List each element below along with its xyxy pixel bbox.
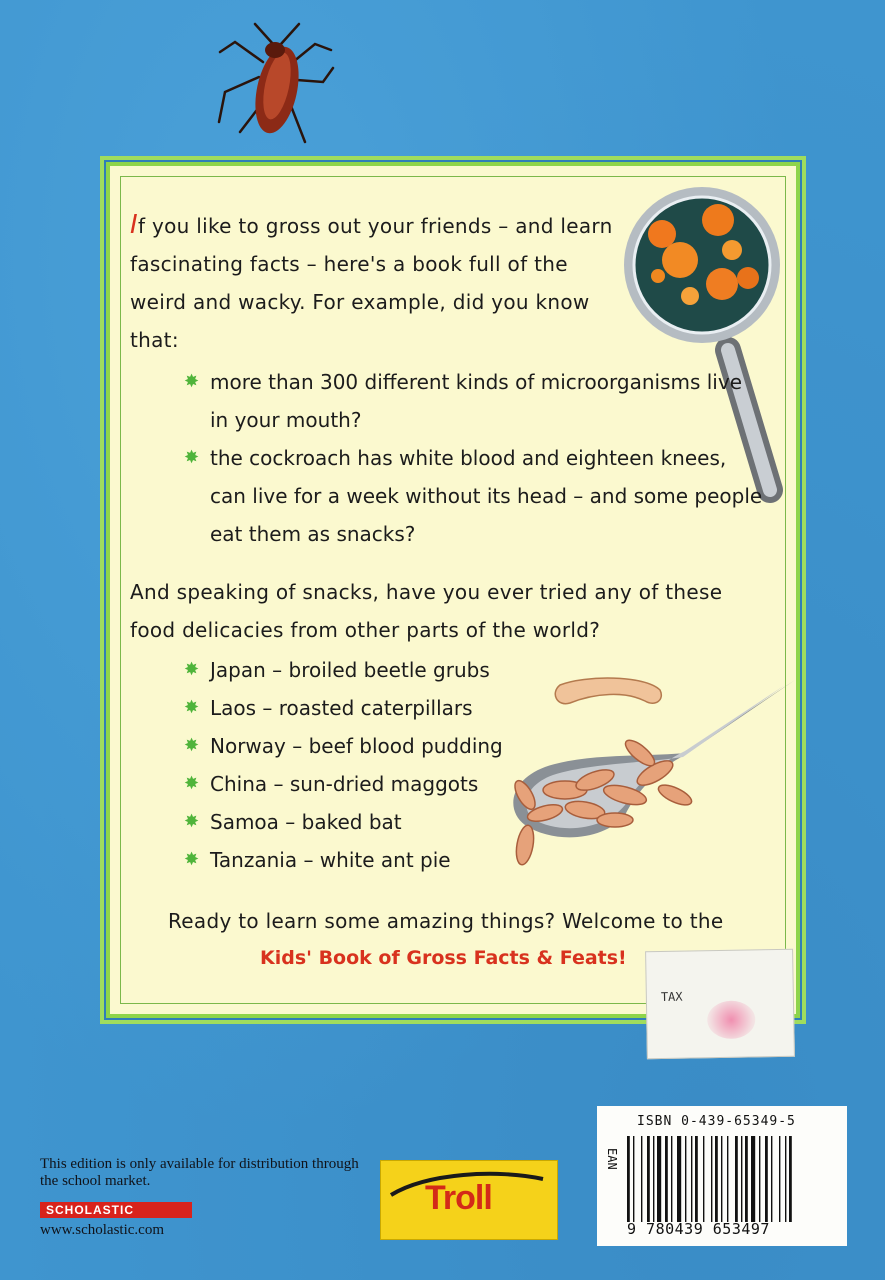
intro-text: f you like to gross out your friends – and learn fascinating facts – here's a book full of the weird and wacky. For example, did you know that: — [130, 214, 613, 352]
website-link[interactable]: www.scholastic.com — [40, 1222, 164, 1238]
barcode-bar — [789, 1136, 792, 1222]
delicacy-text: Laos – roasted caterpillars — [210, 696, 473, 720]
list-item — [184, 363, 764, 439]
isbn-text: ISBN 0-439-65349-5 — [637, 1114, 796, 1129]
edition-note: This edition is only available for distribution through the school market. — [40, 1156, 359, 1189]
intro-paragraph — [130, 206, 630, 359]
delicacy-text: Japan – broiled beetle grubs — [210, 658, 490, 682]
troll-logo — [380, 1160, 558, 1240]
barcode-bar — [721, 1136, 722, 1222]
intro-dropcap: I — [130, 210, 138, 240]
closing-line: Ready to learn some amazing things? Welcome to the — [168, 909, 724, 933]
star-bullet-icon: ✸ — [184, 849, 200, 870]
star-bullet-icon: ✸ — [184, 697, 200, 718]
barcode-bar — [665, 1136, 668, 1222]
barcode-bar — [779, 1136, 780, 1222]
barcode-number: 9 780439 653497 — [627, 1220, 770, 1238]
list-item — [184, 803, 764, 841]
list-item — [184, 689, 764, 727]
list-item — [184, 439, 764, 553]
delicacy-text: Norway – beef blood pudding — [210, 734, 503, 758]
barcode-bar — [691, 1136, 692, 1222]
barcode-bar — [695, 1136, 698, 1222]
star-bullet-icon: ✸ — [184, 735, 200, 756]
barcode-bar — [765, 1136, 768, 1222]
barcode-bar — [771, 1136, 772, 1222]
barcode-bar — [759, 1136, 760, 1222]
delicacy-text: Samoa – baked bat — [210, 810, 402, 834]
fact-text: the cockroach has white blood and eighteen knees, can live for a week without its head – and some people eat them as snacks? — [210, 446, 763, 546]
list-item — [184, 765, 764, 803]
barcode-bar — [715, 1136, 718, 1222]
scholastic-logo: SCHOLASTIC — [40, 1202, 192, 1218]
delicacy-text: China – sun-dried maggots — [210, 772, 479, 796]
barcode-bar — [647, 1136, 650, 1222]
barcode-bar — [633, 1136, 634, 1222]
barcode-bar — [741, 1136, 742, 1222]
delicacy-text: Tanzania – white ant pie — [210, 848, 451, 872]
star-bullet-icon: ✸ — [184, 371, 200, 392]
troll-logo-text: Troll — [425, 1179, 492, 1217]
star-bullet-icon: ✸ — [184, 811, 200, 832]
sticker-text: TAX — [660, 989, 683, 1005]
list-item — [184, 651, 764, 689]
cockroach-illustration — [215, 22, 335, 152]
sticker-smudge — [707, 1000, 756, 1039]
barcode-bar — [685, 1136, 686, 1222]
ean-label: EAN — [605, 1148, 619, 1170]
barcode-bar — [727, 1136, 728, 1222]
list-item — [184, 841, 764, 879]
star-bullet-icon: ✸ — [184, 773, 200, 794]
barcode-bar — [735, 1136, 738, 1222]
snacks-paragraph: And speaking of snacks, have you ever tried any of these food delicacies from other parts of the world? — [130, 580, 723, 642]
barcode-bar — [711, 1136, 712, 1222]
star-bullet-icon: ✸ — [184, 659, 200, 680]
facts-list — [184, 363, 764, 553]
list-item — [184, 727, 764, 765]
star-bullet-icon: ✸ — [184, 447, 200, 468]
barcode-bar — [677, 1136, 681, 1222]
barcode-bar — [671, 1136, 672, 1222]
delicacies-list — [184, 651, 764, 879]
barcode-bar — [641, 1136, 642, 1222]
barcode-bar — [751, 1136, 755, 1222]
barcode-bar — [745, 1136, 748, 1222]
barcode-bar — [657, 1136, 661, 1222]
price-sticker — [645, 949, 795, 1060]
barcode-bar — [627, 1136, 630, 1222]
barcode-box — [597, 1106, 847, 1246]
barcode-bar — [653, 1136, 654, 1222]
barcode-bars — [627, 1136, 839, 1222]
barcode-bar — [785, 1136, 786, 1222]
barcode-bar — [703, 1136, 704, 1222]
book-title: Kids' Book of Gross Facts & Feats! — [260, 947, 627, 969]
fact-text: more than 300 different kinds of microorganisms live in your mouth? — [210, 370, 743, 432]
